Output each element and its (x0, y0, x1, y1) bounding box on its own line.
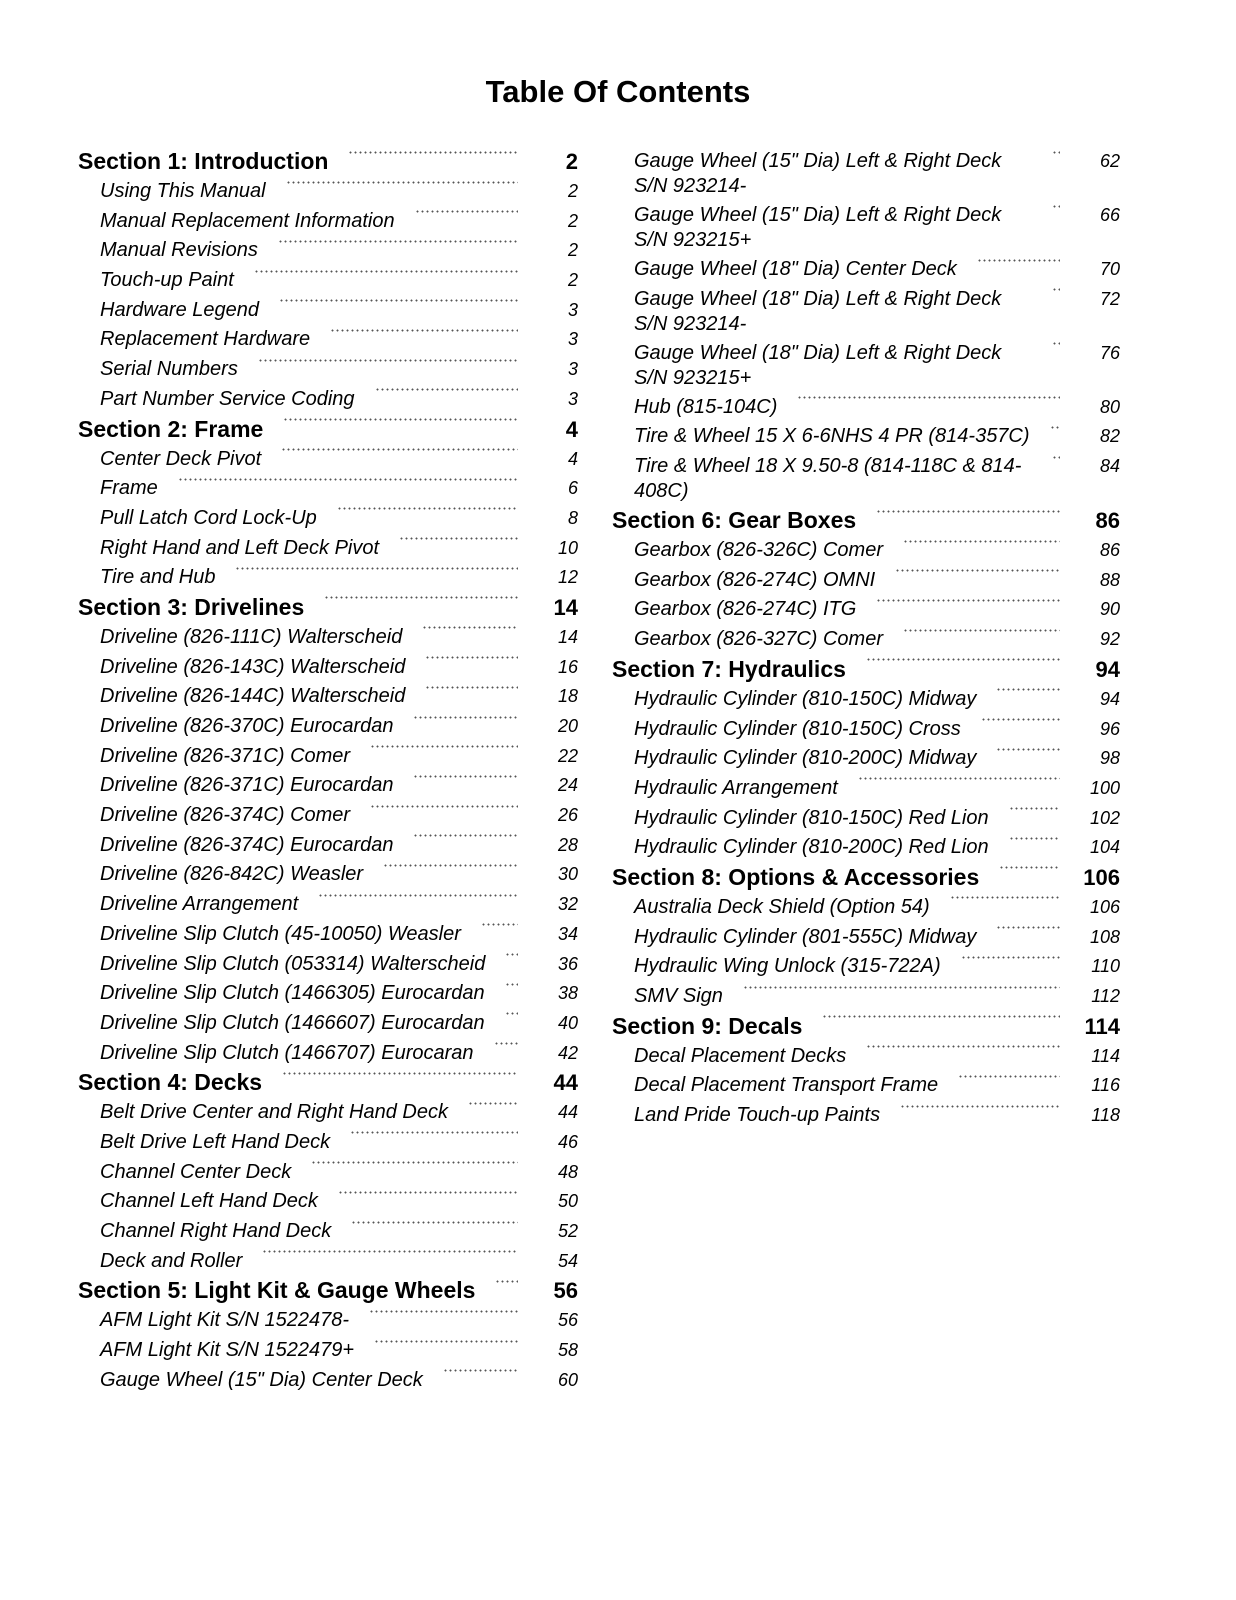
toc-entry[interactable] (78, 503, 578, 533)
toc-entry-title: Gearbox (826-274C) OMNI (634, 568, 876, 591)
toc-section-title: Section 7: Hydraulics (612, 655, 846, 682)
toc-page-number: 106 (1089, 896, 1120, 917)
toc-entry[interactable] (612, 1070, 1120, 1100)
dot-leader (370, 741, 518, 753)
dot-leader (797, 392, 1060, 404)
dot-leader (443, 1365, 518, 1377)
dot-leader (350, 1127, 518, 1139)
dot-leader (278, 235, 518, 247)
dot-leader (981, 714, 1060, 726)
dot-leader (996, 684, 1060, 696)
toc-entry[interactable] (78, 1365, 578, 1395)
toc-entry[interactable] (612, 684, 1120, 714)
toc-entry[interactable] (78, 741, 578, 771)
toc-entry[interactable] (612, 951, 1120, 981)
toc-entry[interactable] (78, 324, 578, 354)
toc-entry-title: Land Pride Touch-up Paints (634, 1104, 881, 1127)
toc-entry-title: Gauge Wheel (15" Dia) Left & Right Deck S/N 923214- (634, 150, 1002, 197)
toc-entry[interactable] (78, 384, 578, 414)
toc-page-number: 3 (567, 388, 578, 409)
toc-entry[interactable] (612, 624, 1120, 654)
toc-entry[interactable] (612, 338, 1120, 392)
dot-leader (468, 1097, 518, 1109)
dot-leader (900, 1100, 1060, 1112)
toc-page-number: 3 (567, 359, 578, 380)
toc-page-number: 22 (557, 745, 578, 766)
dot-leader (1009, 832, 1060, 844)
toc-section-title: Section 8: Options & Accessories (612, 863, 980, 890)
toc-entry[interactable] (78, 1127, 578, 1157)
toc-section-title: Section 2: Frame (78, 415, 264, 442)
toc-section-entry[interactable] (78, 1067, 578, 1097)
toc-page-number: 3 (567, 329, 578, 350)
toc-section-entry[interactable] (78, 1275, 578, 1305)
toc-entry-title: SMV Sign (634, 985, 723, 1007)
toc-page-number: 112 (1091, 986, 1120, 1006)
toc-section-entry[interactable] (612, 654, 1120, 684)
toc-entry-title: Decal Placement Decks (634, 1044, 847, 1067)
toc-entry[interactable] (78, 711, 578, 741)
toc-entry[interactable] (612, 565, 1120, 595)
toc-page-number: 92 (1099, 629, 1120, 650)
toc-entry-title: Driveline (826-143C) Walterscheid (100, 655, 406, 678)
toc-entry-title: Gauge Wheel (18" Dia) Left & Right Deck S/N 923215+ (634, 341, 1002, 389)
toc-entry-title: Driveline (826-371C) Comer (100, 744, 351, 767)
toc-entry-title: Driveline (826-371C) Eurocardan (100, 774, 394, 797)
toc-page-number: 2 (567, 270, 578, 291)
toc-entry[interactable] (612, 146, 1120, 200)
dot-leader (1009, 803, 1060, 815)
toc-page-number: 14 (553, 594, 578, 620)
toc-entry-title: Gauge Wheel (15" Dia) Left & Right Deck S/N 923215+ (634, 204, 1002, 251)
toc-page-number: 88 (1099, 569, 1120, 590)
toc-entry[interactable] (78, 265, 578, 295)
toc-page-number: 96 (1099, 718, 1120, 739)
toc-entry[interactable] (78, 533, 578, 563)
dot-leader (337, 503, 518, 515)
toc-section-entry[interactable] (612, 862, 1120, 892)
toc-entry-title: Driveline Slip Clutch (053314) Walterscheid (100, 952, 486, 975)
toc-entry[interactable] (612, 594, 1120, 624)
dot-leader (415, 206, 518, 218)
toc-page-number: 2 (565, 149, 578, 174)
toc-entry-title: Gauge Wheel (18" Dia) Left & Right Deck S/N 923214- (634, 287, 1002, 335)
toc-page-number: 70 (1099, 259, 1120, 279)
dot-leader (369, 1305, 518, 1317)
dot-leader (996, 743, 1060, 755)
toc-entry-title: Gauge Wheel (15" Dia) Center Deck (100, 1368, 423, 1391)
dot-leader (895, 565, 1060, 577)
toc-entry[interactable] (78, 978, 578, 1008)
dot-leader (858, 773, 1060, 785)
toc-entry-title: Driveline (826-842C) Weasler (100, 863, 364, 886)
dot-leader (903, 535, 1060, 547)
toc-entry[interactable] (78, 889, 578, 919)
dot-leader (958, 1070, 1060, 1082)
toc-page-number: 34 (557, 923, 578, 944)
dot-leader (505, 978, 518, 990)
dot-leader (494, 1038, 518, 1050)
toc-entry-title: Hardware Legend (100, 298, 259, 321)
dot-leader (374, 1335, 518, 1347)
toc-entry[interactable] (78, 681, 578, 711)
toc-entry-title: Gearbox (826-274C) ITG (634, 598, 857, 621)
dot-leader (495, 1275, 518, 1287)
toc-page-number: 94 (1099, 688, 1120, 709)
toc-entry[interactable] (78, 830, 578, 860)
toc-page-number: 60 (557, 1369, 578, 1390)
toc-entry-title: Hydraulic Cylinder (810-200C) Midway (634, 747, 977, 770)
toc-entry-title: Tire & Wheel 15 X 6-6NHS 4 PR (814-357C) (634, 425, 1030, 448)
toc-entry[interactable] (78, 1008, 578, 1038)
toc-page-number: 52 (557, 1221, 578, 1241)
toc-entry[interactable] (612, 392, 1120, 422)
toc-entry[interactable] (78, 622, 578, 652)
toc-page-number: 102 (1089, 807, 1120, 828)
dot-leader (324, 592, 518, 604)
toc-page-number: 3 (567, 299, 578, 320)
toc-page-number: 2 (567, 210, 578, 231)
toc-page-number: 66 (1099, 205, 1120, 225)
dot-leader (235, 562, 518, 574)
toc-page-number: 36 (557, 953, 578, 974)
toc-page-number: 76 (1099, 342, 1120, 363)
dot-leader (425, 652, 518, 664)
toc-column-left (78, 146, 578, 1394)
toc-entry-title: Center Deck Pivot (100, 447, 262, 470)
dot-leader (279, 295, 518, 307)
toc-entry[interactable] (78, 444, 578, 474)
dot-leader (286, 176, 518, 188)
toc-entry[interactable] (612, 832, 1120, 862)
toc-page-number: 38 (557, 983, 578, 1004)
toc-page-number: 20 (557, 716, 578, 736)
toc-entry-title: Driveline (826-111C) Walterscheid (100, 625, 403, 648)
toc-entry-title: Manual Replacement Information (100, 209, 395, 232)
dot-leader (262, 1246, 518, 1258)
dot-leader (413, 711, 518, 723)
dot-leader (281, 444, 518, 456)
toc-entry-title: Pull Latch Cord Lock-Up (100, 506, 317, 529)
toc-section-title: Section 1: Introduction (78, 148, 329, 174)
dot-leader (950, 892, 1060, 904)
toc-page-number: 14 (557, 626, 578, 647)
dot-leader (258, 354, 518, 366)
toc-page-number: 90 (1099, 599, 1120, 620)
toc-entry[interactable] (612, 773, 1120, 803)
dot-leader (338, 1186, 518, 1198)
toc-section-title: Section 3: Drivelines (78, 593, 305, 620)
toc-entry-title: Using This Manual (100, 180, 266, 202)
toc-entry-title: Driveline Slip Clutch (1466707) Eurocaran (100, 1041, 474, 1064)
toc-entry[interactable] (78, 800, 578, 830)
toc-page-number: 30 (557, 864, 578, 885)
toc-section-entry[interactable] (612, 1011, 1120, 1041)
toc-entry-title: Frame (100, 477, 158, 500)
toc-page-number: 2 (567, 240, 578, 261)
dot-leader (866, 1041, 1060, 1053)
toc-page-number: 8 (567, 507, 578, 528)
toc-page-number: 62 (1099, 151, 1120, 171)
toc-section-entry[interactable] (612, 505, 1120, 535)
dot-leader (866, 654, 1060, 666)
toc-page-number: 116 (1091, 1075, 1120, 1096)
toc-page-number: 16 (557, 656, 578, 677)
dot-leader (351, 1216, 518, 1228)
dot-leader (876, 505, 1060, 517)
toc-page-number: 114 (1084, 1013, 1120, 1039)
toc-entry[interactable] (612, 981, 1120, 1011)
dot-leader (1052, 200, 1060, 212)
toc-entry-title: Tire & Wheel 18 X 9.50-8 (814-118C & 814-408C) (634, 455, 1022, 503)
toc-page-number: 28 (557, 834, 578, 855)
toc-page-number: 72 (1099, 288, 1120, 309)
toc-entry-title: Channel Left Hand Deck (100, 1190, 318, 1213)
toc-entry[interactable] (78, 176, 578, 206)
toc-page-number: 100 (1089, 777, 1120, 798)
toc-entry[interactable] (78, 1246, 578, 1276)
dot-leader (999, 862, 1060, 874)
toc-page-number: 48 (557, 1161, 578, 1182)
toc-entry-title: Hub (815-104C) (634, 395, 778, 418)
dot-leader (399, 533, 518, 545)
toc-page-number: 84 (1099, 456, 1120, 477)
toc-entry[interactable] (612, 200, 1120, 254)
toc-entry-title: Hydraulic Cylinder (801-555C) Midway (634, 925, 977, 948)
toc-entry-title: Part Number Service Coding (100, 387, 355, 410)
toc-page-number: 86 (1095, 508, 1120, 534)
toc-section-title: Section 9: Decals (612, 1012, 803, 1039)
toc-entry-title: Channel Right Hand Deck (100, 1220, 332, 1242)
toc-page-number: 106 (1083, 864, 1120, 890)
dot-leader (505, 949, 518, 961)
toc-entry[interactable] (78, 770, 578, 800)
dot-leader (318, 889, 518, 901)
toc-entry[interactable] (78, 1186, 578, 1216)
toc-entry[interactable] (612, 714, 1120, 744)
toc-section-entry[interactable] (78, 592, 578, 622)
toc-page-number: 42 (557, 1042, 578, 1063)
toc-page-number: 40 (557, 1012, 578, 1033)
toc-entry[interactable] (612, 1100, 1120, 1130)
toc-column-right (612, 146, 1120, 1130)
toc-page-number: 32 (557, 894, 578, 915)
toc-entry-title: Touch-up Paint (100, 269, 234, 292)
dot-leader (1050, 421, 1060, 433)
toc-entry-title: Decal Placement Transport Frame (634, 1074, 939, 1097)
toc-entry-title: Hydraulic Cylinder (810-150C) Midway (634, 687, 977, 710)
toc-entry[interactable] (78, 235, 578, 265)
toc-page-number: 104 (1089, 837, 1120, 858)
toc-page-number: 26 (557, 805, 578, 826)
toc-section-title: Section 4: Decks (78, 1069, 263, 1096)
toc-section-entry[interactable] (78, 146, 578, 176)
toc-entry[interactable] (78, 295, 578, 325)
toc-page-number: 4 (565, 416, 578, 442)
toc-entry-title: Belt Drive Center and Right Hand Deck (100, 1101, 448, 1124)
dot-leader (330, 324, 518, 336)
toc-page-number: 4 (567, 448, 578, 469)
dot-leader (348, 146, 518, 158)
dot-leader (375, 384, 518, 396)
dot-leader (283, 414, 518, 426)
dot-leader (425, 681, 518, 693)
toc-page-number: 58 (557, 1340, 578, 1361)
dot-leader (743, 981, 1060, 993)
toc-entry-title: Manual Revisions (100, 239, 258, 262)
toc-entry-title: Driveline (826-374C) Eurocardan (100, 833, 394, 856)
dot-leader (282, 1067, 518, 1079)
toc-page-number: 44 (557, 1102, 578, 1123)
toc-page-number: 10 (557, 537, 578, 558)
toc-entry-title: Tire and Hub (100, 566, 216, 589)
toc-page-number: 94 (1095, 656, 1120, 682)
toc-page-number: 80 (1099, 396, 1120, 417)
toc-entry-title: Hydraulic Wing Unlock (315-722A) (634, 955, 941, 978)
toc-page-number: 6 (567, 478, 578, 499)
toc-entry-title: Hydraulic Cylinder (810-150C) Cross (634, 717, 961, 740)
dot-leader (413, 830, 518, 842)
toc-entry-title: Gearbox (826-326C) Comer (634, 539, 883, 562)
toc-page-number: 118 (1091, 1105, 1120, 1126)
toc-entry-title: Driveline (826-374C) Comer (100, 804, 351, 827)
toc-entry-title: Hydraulic Cylinder (810-200C) Red Lion (634, 836, 989, 859)
toc-entry[interactable] (78, 562, 578, 592)
toc-page-number: 56 (557, 1310, 578, 1331)
dot-leader (311, 1157, 518, 1169)
dot-leader (1052, 338, 1060, 350)
toc-entry[interactable] (78, 1097, 578, 1127)
toc-section-title: Section 5: Light Kit & Gauge Wheels (78, 1277, 476, 1304)
dot-leader (1052, 451, 1060, 463)
dot-leader (996, 922, 1060, 934)
toc-entry[interactable] (78, 206, 578, 236)
toc-entry[interactable] (612, 451, 1120, 505)
toc-entry-title: Hydraulic Arrangement (634, 776, 838, 799)
toc-entry[interactable] (78, 1157, 578, 1187)
dot-leader (178, 473, 518, 485)
toc-page-number: 50 (557, 1191, 578, 1212)
toc-page-number: 18 (557, 686, 578, 707)
toc-entry[interactable] (612, 284, 1120, 338)
toc-entry[interactable] (612, 803, 1120, 833)
toc-page-number: 44 (553, 1070, 578, 1096)
toc-entry-title: Driveline Slip Clutch (1466305) Eurocardan (100, 982, 485, 1005)
toc-entry[interactable] (78, 1038, 578, 1068)
toc-entry[interactable] (78, 354, 578, 384)
dot-leader (1052, 146, 1060, 158)
dot-leader (413, 770, 518, 782)
toc-page-number: 2 (567, 181, 578, 201)
toc-entry[interactable] (612, 421, 1120, 451)
toc-entry[interactable] (612, 1041, 1120, 1071)
toc-page-number: 86 (1099, 540, 1120, 561)
toc-page-number: 56 (553, 1278, 578, 1304)
toc-entry-title: Gauge Wheel (18" Dia) Center Deck (634, 258, 957, 280)
toc-entry-title: Driveline (826-370C) Eurocardan (100, 715, 394, 737)
toc-page-number: 98 (1099, 748, 1120, 769)
toc-entry-title: Deck and Roller (100, 1249, 243, 1272)
toc-page-number: 82 (1099, 426, 1120, 447)
toc-entry[interactable] (78, 949, 578, 979)
toc-entry[interactable] (78, 1335, 578, 1365)
toc-entry[interactable] (78, 859, 578, 889)
toc-page-number: 110 (1091, 956, 1120, 977)
toc-entry-title: Driveline Slip Clutch (1466607) Eurocardan (100, 1011, 485, 1034)
dot-leader (422, 622, 518, 634)
toc-entry-title: AFM Light Kit S/N 1522478- (100, 1309, 350, 1332)
dot-leader (961, 951, 1060, 963)
toc-entry-title: Driveline Slip Clutch (45-10050) Weasler (100, 922, 461, 945)
toc-entry[interactable] (78, 919, 578, 949)
dot-leader (822, 1011, 1060, 1023)
toc-entry[interactable] (78, 1305, 578, 1335)
toc-section-title: Section 6: Gear Boxes (612, 507, 857, 534)
dot-leader (383, 859, 518, 871)
dot-leader (254, 265, 518, 277)
toc-entry-title: Right Hand and Left Deck Pivot (100, 536, 380, 559)
toc-entry[interactable] (612, 254, 1120, 284)
toc-entry-title: Australia Deck Shield (Option 54) (634, 895, 930, 918)
toc-entry[interactable] (78, 473, 578, 503)
toc-entry-title: Serial Numbers (100, 358, 238, 381)
toc-entry[interactable] (78, 1216, 578, 1246)
toc-page-number: 108 (1089, 926, 1120, 947)
toc-page-number: 12 (557, 567, 578, 588)
toc-entry-title: Belt Drive Left Hand Deck (100, 1130, 331, 1153)
dot-leader (1052, 284, 1060, 296)
toc-entry-title: AFM Light Kit S/N 1522479+ (100, 1339, 355, 1362)
toc-entry[interactable] (612, 535, 1120, 565)
toc-page-number: 24 (557, 775, 578, 796)
toc-entry-title: Channel Center Deck (100, 1160, 292, 1183)
dot-leader (505, 1008, 518, 1020)
toc-entry-title: Gearbox (826-327C) Comer (634, 628, 883, 651)
dot-leader (903, 624, 1060, 636)
toc-entry-title: Replacement Hardware (100, 328, 311, 351)
dot-leader (977, 254, 1060, 266)
page-title: Table Of Contents (485, 74, 751, 109)
toc-entry-title: Driveline (826-144C) Walterscheid (100, 685, 406, 708)
toc-entry[interactable] (612, 743, 1120, 773)
toc-entry[interactable] (612, 892, 1120, 922)
toc-page-number: 114 (1091, 1045, 1120, 1066)
toc-section-entry[interactable] (78, 414, 578, 444)
toc-entry-title: Hydraulic Cylinder (810-150C) Red Lion (634, 806, 989, 829)
dot-leader (876, 594, 1060, 606)
dot-leader (370, 800, 518, 812)
toc-page-number: 54 (557, 1250, 578, 1271)
toc-page-number: 46 (557, 1131, 578, 1152)
toc-entry[interactable] (78, 652, 578, 682)
toc-entry[interactable] (612, 922, 1120, 952)
dot-leader (481, 919, 518, 931)
toc-entry-title: Driveline Arrangement (100, 893, 299, 916)
